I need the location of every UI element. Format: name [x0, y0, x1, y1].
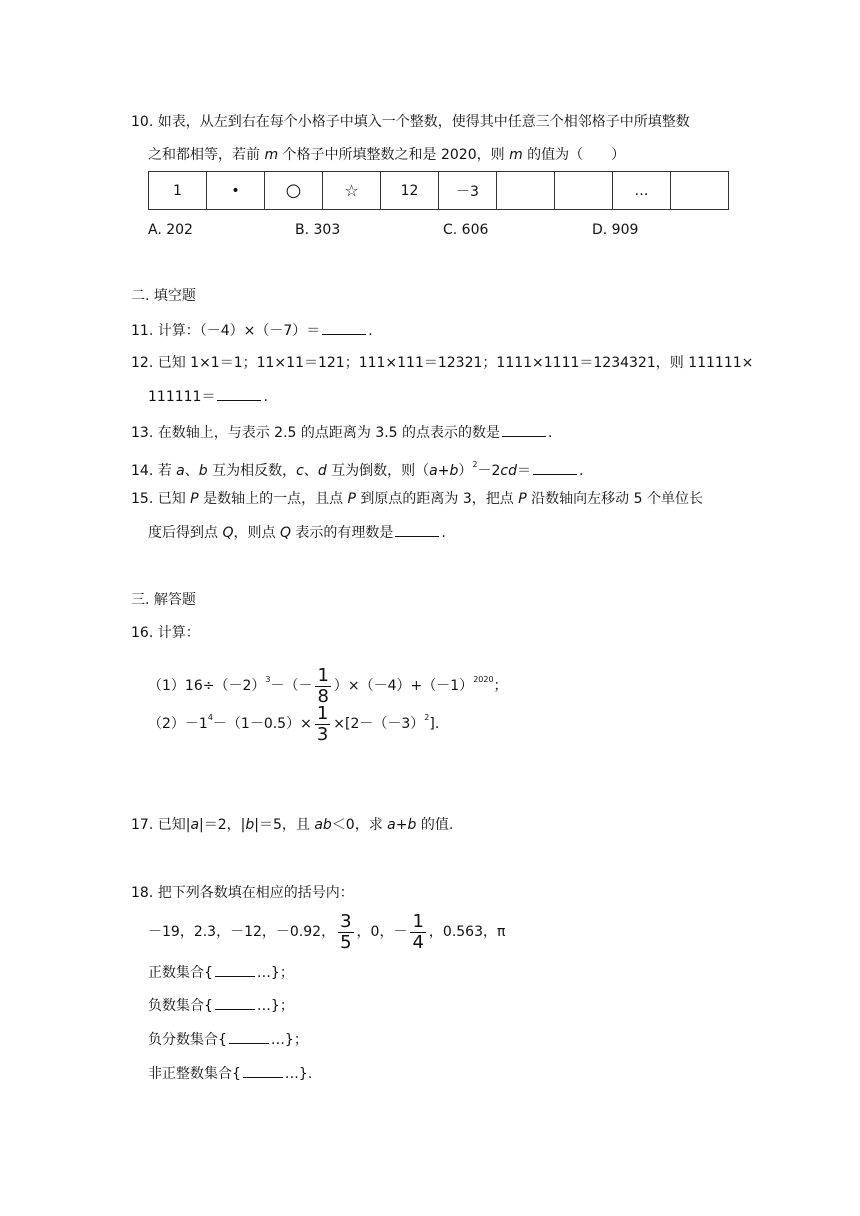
- q16-exponent: 3: [265, 675, 271, 684]
- q14-var-c: c: [296, 463, 304, 479]
- set-positive: [148, 962, 294, 983]
- q11-text: 11. 计算：（－4）×（－7）＝: [131, 323, 321, 339]
- q14-text: 互为倒数，则（: [326, 463, 430, 479]
- answer-blank[interactable]: [502, 422, 546, 437]
- q10-text-b: 个格子中所填整数之和是 2020，则: [278, 147, 510, 163]
- q10-var-m: m: [509, 147, 523, 163]
- q17-text: |＝5，且: [254, 817, 315, 833]
- q16-text: （1）16÷（－2）: [148, 678, 266, 694]
- q14: [131, 455, 583, 481]
- fraction-denominator: 3: [316, 723, 329, 745]
- q16-text: ].: [429, 716, 440, 732]
- answer-blank[interactable]: [322, 320, 366, 335]
- q13-text: 13. 在数轴上，与表示 2.5 的点距离为 3.5 的点表示的数是: [131, 425, 501, 441]
- q10-line1: 10. 如表，从左到右在每个小格子中填入一个整数，使得其中任意三个相邻格子中所填整数: [131, 114, 690, 130]
- q15-var-p: P: [347, 491, 356, 507]
- q17-var: b: [245, 817, 255, 833]
- set-tail: …}；: [256, 998, 294, 1014]
- q15-var-p: P: [190, 491, 199, 507]
- q15-var-q: Q: [279, 525, 291, 541]
- sequence-cell: [497, 172, 555, 210]
- q18-text: －19，2.3，－12，－0.92，: [148, 924, 336, 940]
- q16-text: ）×（－4）+（－1）: [333, 678, 474, 694]
- answer-blank[interactable]: [243, 1063, 283, 1078]
- q16-text: ×[2－（－3）: [333, 716, 425, 732]
- fraction-denominator: 8: [317, 685, 329, 707]
- q15-end: .: [441, 525, 446, 541]
- q17-text: |＝2，|: [199, 817, 246, 833]
- q15-text: 到原点的距离为 3，把点: [355, 491, 519, 507]
- q17-var: a: [190, 817, 200, 833]
- section-title-fill-in: 二. 填空题: [131, 288, 196, 304]
- answer-blank[interactable]: [229, 1029, 269, 1044]
- q17-text: ＜0，求: [331, 817, 388, 833]
- fraction-denominator: 4: [412, 931, 424, 953]
- q10-text-a: 之和都相等，若前: [148, 147, 265, 163]
- q16-text: （2）－1: [148, 716, 208, 732]
- answer-blank[interactable]: [215, 995, 255, 1010]
- q13-end: .: [548, 425, 553, 441]
- q17-var: ab: [314, 817, 332, 833]
- q18-title: 18. 把下列各数填在相应的括号内：: [131, 885, 354, 901]
- fraction: [315, 704, 330, 745]
- q12-text: 111111＝: [148, 389, 216, 405]
- sequence-cell: •: [207, 172, 265, 210]
- q14-expr-ab: a+b: [429, 463, 459, 479]
- option-c[interactable]: C. 606: [443, 222, 489, 238]
- q17: [131, 815, 453, 835]
- q15-text: 度后得到点: [148, 525, 223, 541]
- set-label: 非正整数集合{: [148, 1066, 241, 1082]
- set-negative-fraction: [148, 1029, 308, 1050]
- q14-expr-cd: cd: [500, 463, 517, 479]
- q15-line2: [148, 522, 446, 543]
- fraction-numerator: 1: [412, 910, 424, 932]
- q12-line2: [148, 386, 268, 407]
- q15-text: 是数轴上的一点，且点: [198, 491, 348, 507]
- q14-var-d: d: [317, 463, 327, 479]
- set-label: 负分数集合{: [148, 1032, 227, 1048]
- q12-line1: 12. 已知 1×1＝1；11×11＝121；111×111＝12321；1111×1111＝1234321，则 111111×: [131, 355, 754, 371]
- sequence-table: [148, 171, 729, 210]
- q16-text: ；: [493, 678, 508, 694]
- q17-var: a+b: [387, 817, 417, 833]
- q16-text: －（－: [270, 678, 313, 694]
- q14-text: 、: [184, 463, 199, 479]
- sequence-cell: 12: [381, 172, 439, 210]
- q10-text-c: 的值为（ ）: [522, 147, 626, 163]
- answer-blank[interactable]: [533, 460, 577, 475]
- sequence-cell: ☆: [323, 172, 381, 210]
- q12-end: .: [263, 389, 268, 405]
- q14-text: ）: [458, 463, 473, 479]
- answer-blank[interactable]: [395, 522, 439, 537]
- option-b[interactable]: B. 303: [295, 222, 341, 238]
- q16-exponent: 4: [207, 713, 213, 722]
- answer-blank[interactable]: [215, 962, 255, 977]
- q15-text: 15. 已知: [131, 491, 191, 507]
- sequence-cell: ○: [265, 172, 323, 210]
- q14-var-a: a: [176, 463, 185, 479]
- q16-part2: [148, 697, 439, 745]
- q14-var-b: b: [198, 463, 208, 479]
- q11-end: .: [368, 323, 373, 339]
- q14-text: 、: [303, 463, 318, 479]
- sequence-cell: 1: [149, 172, 207, 210]
- q14-text: ＝: [516, 463, 531, 479]
- q15-text: 表示的有理数是: [290, 525, 394, 541]
- q15-var-q: Q: [222, 525, 234, 541]
- q17-text: 17. 已知|: [131, 817, 191, 833]
- fraction-numerator: 1: [317, 664, 329, 686]
- sequence-cell: [555, 172, 613, 210]
- section-title-solve: 三. 解答题: [131, 592, 196, 608]
- q14-text: －2: [477, 463, 501, 479]
- q16-title: 16. 计算：: [131, 625, 200, 641]
- option-d[interactable]: D. 909: [592, 222, 639, 238]
- set-tail: …}；: [270, 1032, 308, 1048]
- set-tail: …}；: [256, 965, 294, 981]
- q15-text: ，则点: [233, 525, 280, 541]
- q18-numbers: [148, 911, 505, 953]
- q10-line2: [148, 145, 625, 165]
- q18-text: ，0，－: [356, 924, 408, 940]
- set-nonpositive-integer: [148, 1063, 312, 1084]
- answer-blank[interactable]: [217, 386, 261, 401]
- q16-exponent: 2020: [473, 675, 494, 684]
- option-a[interactable]: A. 202: [148, 222, 193, 238]
- sequence-cell: －3: [439, 172, 497, 210]
- fraction-denominator: 5: [340, 931, 352, 953]
- q14-text: 14. 若: [131, 463, 177, 479]
- q15-line1: [131, 489, 703, 509]
- q16-exponent: 2: [424, 713, 430, 722]
- set-tail: …}.: [284, 1066, 313, 1082]
- q14-exponent: 2: [472, 460, 478, 469]
- q15-var-p: P: [518, 491, 527, 507]
- fraction: [338, 912, 353, 953]
- q14-end: .: [578, 463, 584, 479]
- set-negative: [148, 995, 294, 1016]
- q11: [131, 320, 373, 341]
- sequence-cell: …: [613, 172, 671, 210]
- set-label: 正数集合{: [148, 965, 213, 981]
- q13: [131, 422, 553, 443]
- fraction-numerator: 1: [316, 702, 329, 724]
- q17-text: 的值.: [416, 817, 454, 833]
- set-label: 负数集合{: [148, 998, 213, 1014]
- q10-var-m: m: [264, 147, 279, 163]
- q14-text: 互为相反数，: [207, 463, 297, 479]
- q15-text: 沿数轴向左移动 5 个单位长: [526, 491, 703, 507]
- sequence-cell: [671, 172, 729, 210]
- q18-text: ，0.563，π: [428, 924, 506, 940]
- fraction: [410, 912, 425, 953]
- q16-text: －（1－0.5）×: [212, 716, 312, 732]
- fraction-numerator: 3: [340, 910, 352, 932]
